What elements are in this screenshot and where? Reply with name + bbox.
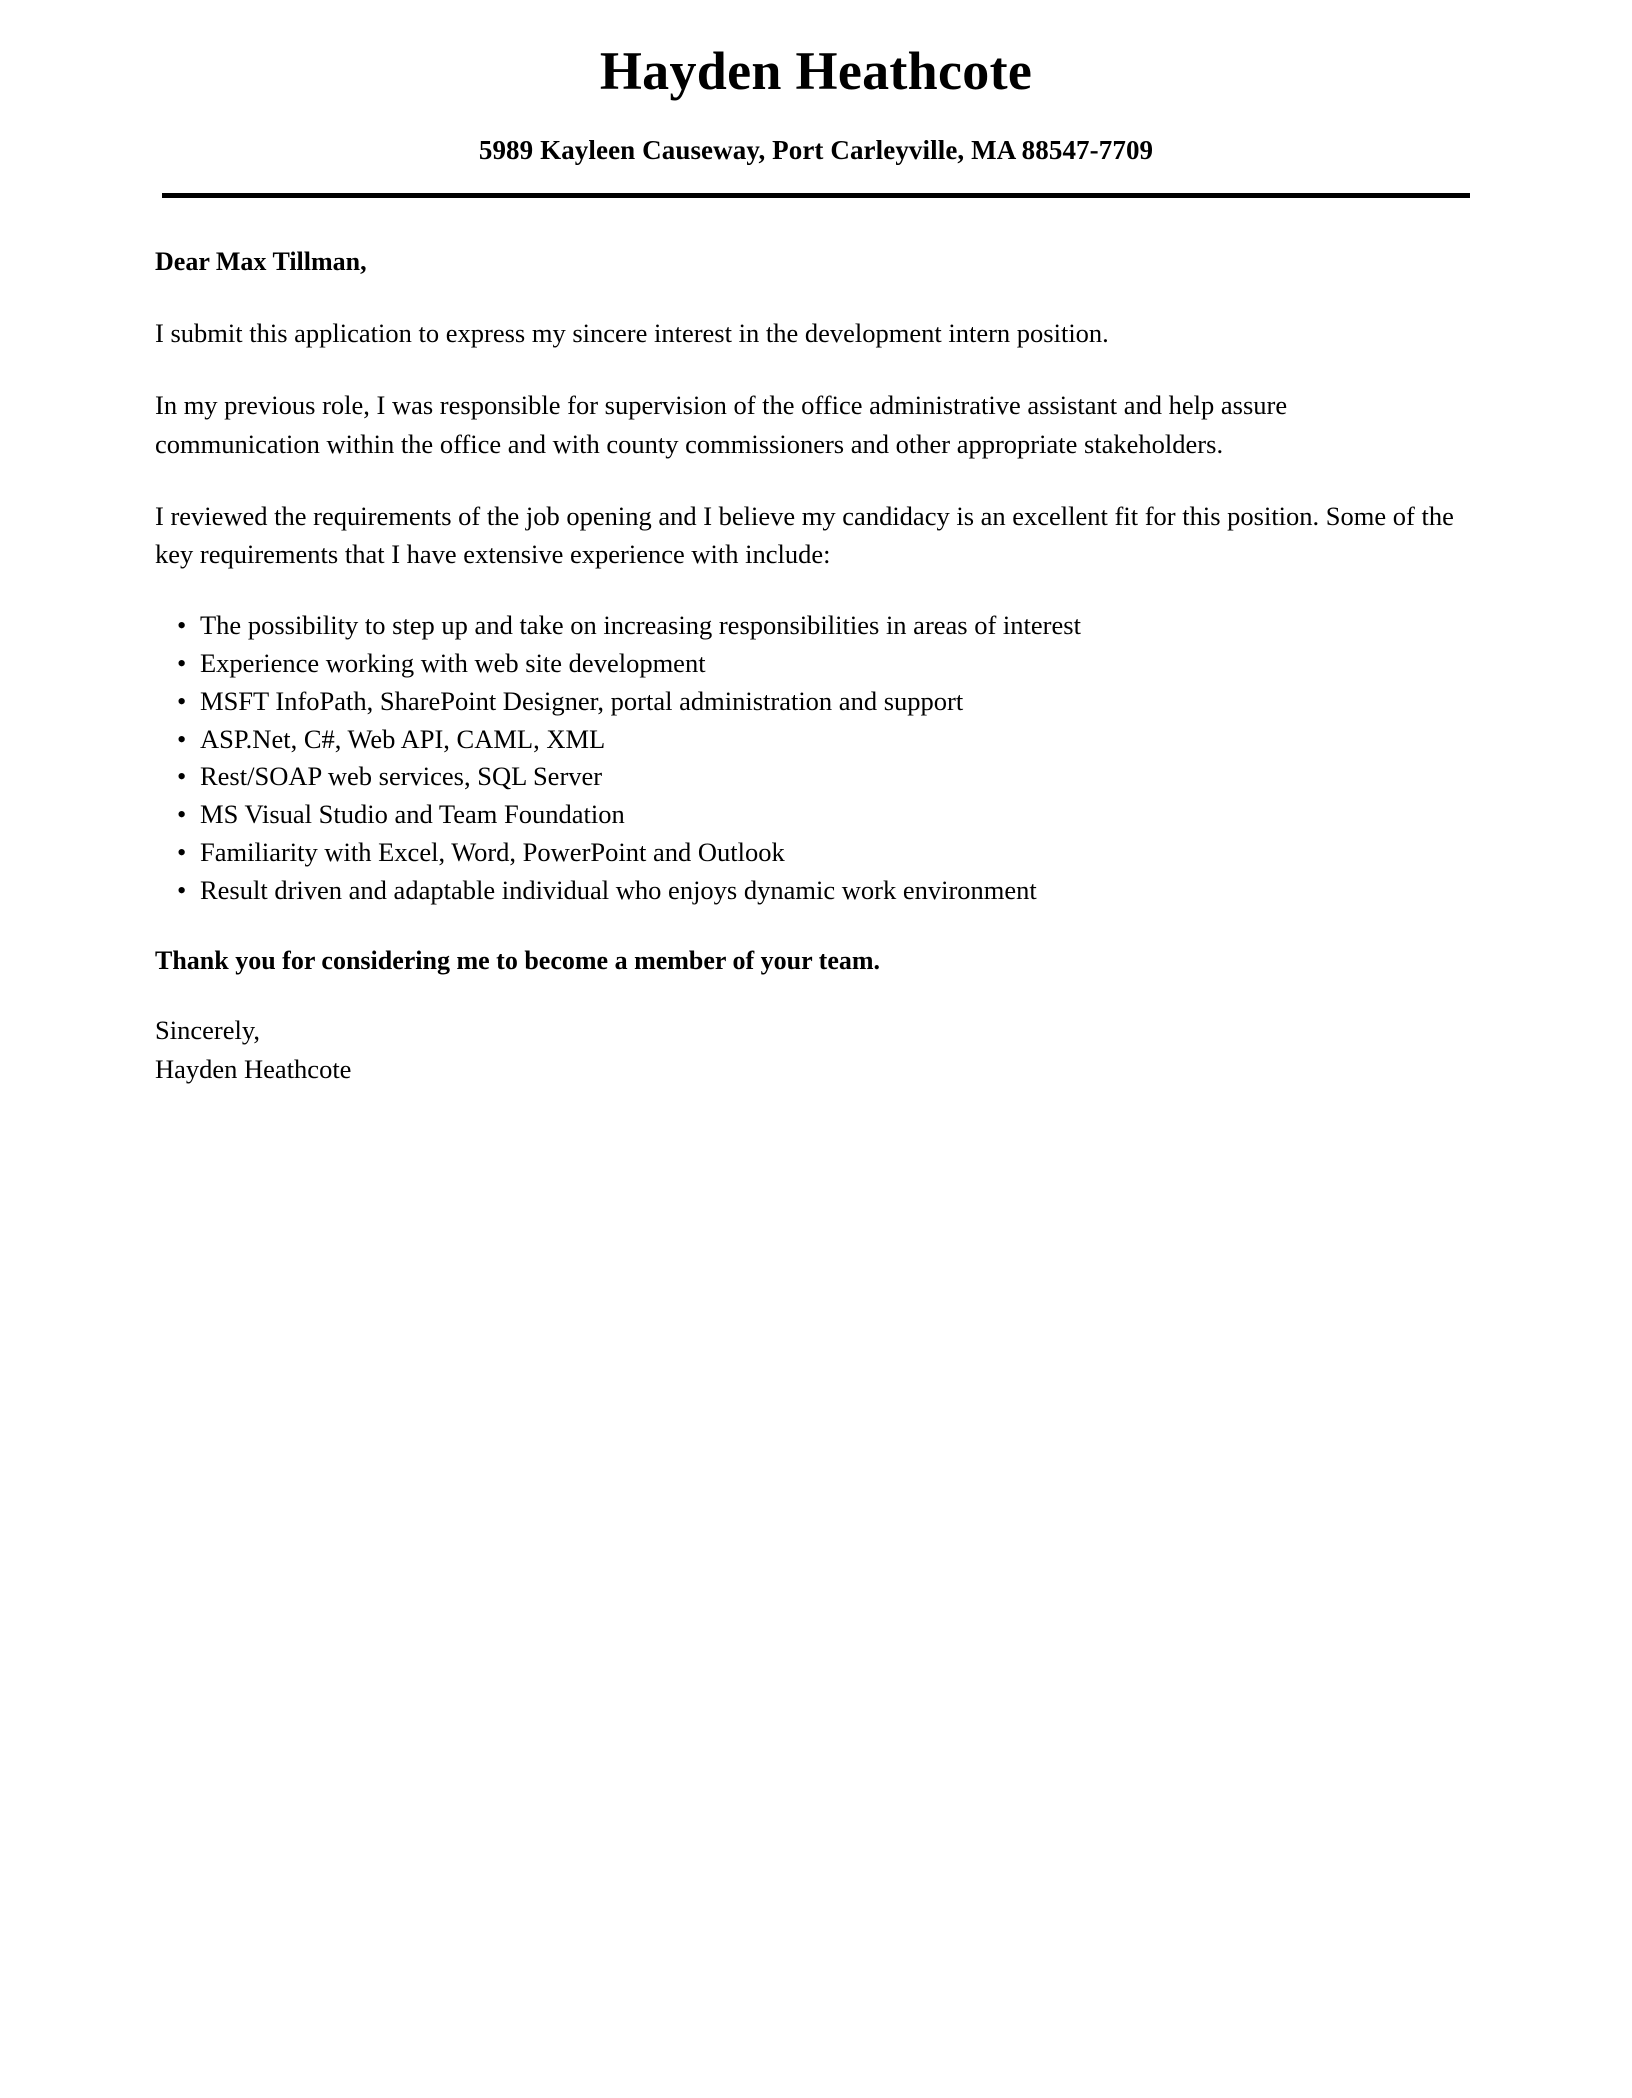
list-item (155, 796, 1455, 834)
list-item (155, 645, 1455, 683)
list-item-label: MS Visual Studio and Team Foundation (200, 799, 625, 830)
list-item (155, 607, 1455, 645)
bullet-icon: • (177, 647, 187, 678)
bullet-icon: • (177, 837, 187, 868)
page-title: Hayden Heathcote (599, 41, 1033, 101)
list-item-label: Rest/SOAP web services, SQL Server (200, 761, 603, 792)
list-item (155, 834, 1455, 872)
letterhead-address: 5989 Kayleen Causeway, Port Carleyville, MA 88547-7709 (478, 135, 1154, 165)
bullet-icon: • (177, 875, 187, 906)
list-item (155, 758, 1455, 796)
thank-you-line: Thank you for considering me to become a member of your team. (155, 946, 881, 976)
list-item-label: The possibility to step up and take on increasing responsibilities in areas of interest (200, 609, 1081, 640)
list-item (155, 721, 1455, 759)
list-item (155, 872, 1455, 910)
body-paragraph-2: In my previous role, I was responsible for supervision of the office administrative assistant and help assure communication within the office and with county commissioners and other appropriate stakeholders. (155, 390, 1288, 459)
list-item-label: Familiarity with Excel, Word, PowerPoint and Outlook (200, 837, 785, 868)
body-paragraph-3: I reviewed the requirements of the job opening and I believe my candidacy is an excellent fit for this position. Some of the key requirements that I have extensive experience with include: (155, 500, 1454, 570)
signoff-name: Hayden Heathcote (155, 1053, 352, 1084)
signature-block (155, 1011, 1455, 1088)
signoff-closing: Sincerely, (155, 1015, 260, 1046)
list-item-label: ASP.Net, C#, Web API, CAML, XML (200, 723, 606, 754)
bullet-icon: • (177, 685, 187, 716)
letter-body (0, 244, 1632, 1088)
letterhead (0, 0, 1632, 198)
bullet-icon: • (177, 609, 187, 640)
body-paragraph-1: I submit this application to express my sincere interest in the development intern position. (155, 318, 1109, 349)
list-item (155, 683, 1455, 721)
salutation: Dear Max Tillman, (155, 247, 367, 277)
requirements-list (155, 607, 1455, 910)
list-item-label: Experience working with web site development (200, 647, 706, 678)
bullet-icon: • (177, 799, 187, 830)
bullet-icon: • (177, 723, 187, 754)
bullet-icon: • (177, 761, 187, 792)
list-item-label: MSFT InfoPath, SharePoint Designer, portal administration and support (200, 685, 964, 716)
list-item-label: Result driven and adaptable individual who enjoys dynamic work environment (200, 875, 1037, 906)
header-divider (162, 193, 1470, 198)
